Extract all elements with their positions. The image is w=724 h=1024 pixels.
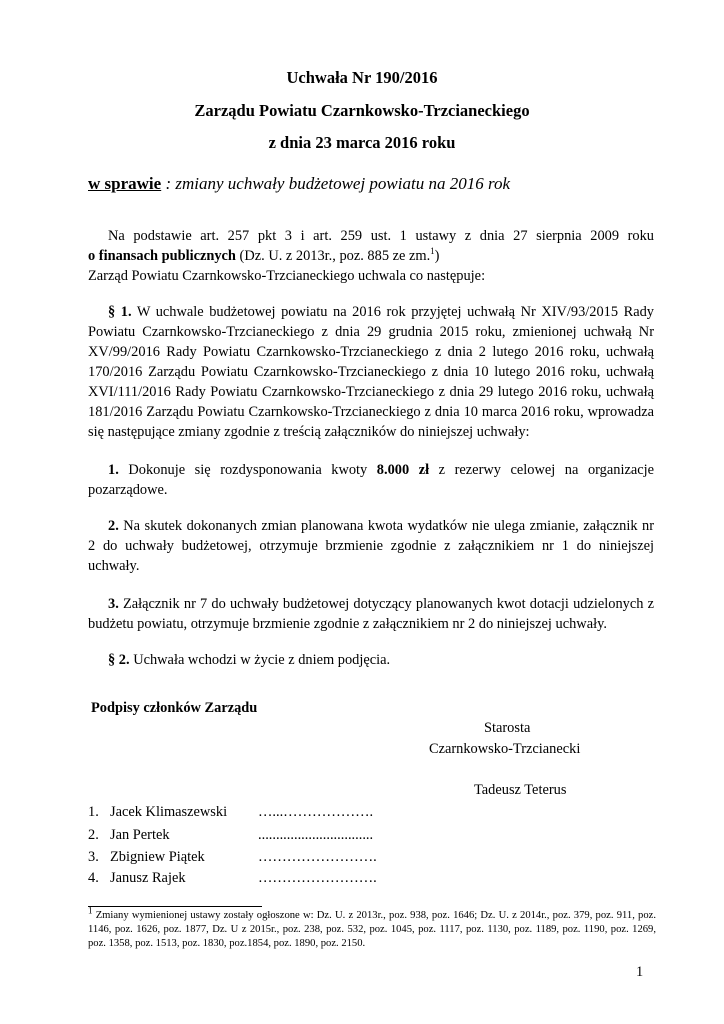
point-1 — [88, 460, 654, 500]
point-3-text: Załącznik nr 7 do uchwały budżetowej dotyczący planowanych kwot dotacji udzielonych z budżetu powiatu, otrzymuje brzmienie zgodnie z załącznikiem nr 2 do niniejszej uchwały. — [88, 596, 654, 632]
signatures-heading: Podpisy członków Zarządu — [91, 700, 258, 716]
footnote-number: 1 — [88, 905, 93, 916]
resolution-title: Uchwała Nr 190/2016 — [286, 68, 438, 87]
subject-line — [88, 174, 510, 194]
footnote-text: Zmiany wymienionej ustawy zostały ogłoszone w: Dz. U. z 2013r., poz. 938, poz. 1646; Dz. U. z 2014r., poz. 379, poz. 911, poz. 1146, poz. 1626, poz. 1877, Dz. U z 2015r., poz. 238, poz. 532, poz. 1045, poz. 1117, poz. 1130, poz. 1189, poz. 1190, poz. 1269, poz. 1358, poz. 1513, poz. 1830, poz.1854, poz. 1890, poz. 2150. — [88, 910, 656, 949]
signature-line: ……………………. — [258, 849, 377, 865]
footnote — [88, 905, 656, 951]
footnote-separator — [88, 906, 262, 907]
preamble-line-1: Na podstawie art. 257 pkt 3 i art. 259 ust. 1 ustawy z dnia 27 sierpnia 2009 roku — [108, 228, 654, 244]
signature-line: ……………………. — [258, 870, 377, 886]
act-citation: (Dz. U. z 2013r., poz. 885 ze zm. — [235, 248, 431, 264]
member-name: Jacek Klimaszewski — [110, 804, 228, 820]
member-name: Janusz Rajek — [110, 870, 186, 886]
point-2-number: 2. — [108, 518, 119, 534]
point-1-text-a: Dokonuje się rozdysponowania kwoty — [118, 462, 377, 478]
point-1-amount: 8.000 zł — [376, 462, 430, 478]
point-1-text-b: z rezerwy celowej na organizacje pozarządowe. — [88, 462, 654, 498]
member-row — [0, 847, 724, 867]
point-2-text: Na skutek dokonanych zmian planowana kwota wydatków nie ulega zmianie, załącznik nr 2 do uchwały budżetowej, otrzymuje brzmienie zgodnie z załącznikiem nr 1 do niniejszej uchwały. — [88, 518, 654, 574]
footnote-ref: 1 — [430, 246, 435, 257]
member-row — [0, 868, 724, 888]
subject-text: zmiany uchwały budżetowej powiatu na 2016 rok — [175, 174, 510, 193]
starosta-region: Czarnkowsko-Trzcianecki — [429, 741, 581, 757]
preamble-line-2 — [88, 246, 654, 266]
section-1-marker: § 1. — [108, 304, 132, 320]
section-1-text: W uchwale budżetowej powiatu na 2016 rok przyjętej uchwałą Nr XIV/93/2015 Rady Powiatu Czarnkowsko-Trzcianeckiego z dnia 29 grudnia 2015 roku, zmienionej uchwałą Nr XV/99/2016 Rady Powiatu Czarnkowsko-Trzcianeckiego z dnia 2 lutego 2016 roku, uchwałą 170/2016 Zarządu Powiatu Czarnkowsko-Trzcianeckiego z dnia 10 lutego 2016 roku, uchwałą XVI/111/2016 Rady Powiatu Czarnkowsko-Trzcianeckiego z dnia 29 lutego 2016 roku, uchwałą 181/2016 Zarządu Powiatu Czarnkowsko-Trzcianeckiego z dnia 10 marca 2016 roku, wprowadza się następujące zmiany zgodnie z treścią załączników do niniejszej uchwały: — [88, 304, 654, 440]
section-2 — [88, 650, 654, 670]
page-number: 1 — [636, 964, 644, 980]
point-1-number: 1. — [108, 462, 119, 478]
member-row — [0, 802, 724, 822]
member-name: Zbigniew Piątek — [110, 849, 205, 865]
section-2-marker: § 2. — [108, 652, 130, 668]
member-number: 2. — [88, 827, 99, 843]
resolution-date: z dnia 23 marca 2016 roku — [268, 133, 456, 152]
issuing-body: Zarządu Powiatu Czarnkowsko-Trzcianeckiego — [194, 101, 530, 120]
starosta-title: Starosta — [484, 720, 531, 736]
member-name: Jan Pertek — [110, 827, 170, 843]
subject-separator: : — [161, 174, 176, 193]
member-number: 4. — [88, 870, 99, 886]
preamble — [88, 226, 654, 286]
subject-label: w sprawie — [88, 174, 162, 193]
member-row — [0, 825, 724, 845]
point-3 — [88, 594, 654, 634]
act-name: o finansach publicznych — [88, 248, 236, 264]
member-number: 3. — [88, 849, 99, 865]
act-citation-close: ) — [434, 248, 440, 264]
starosta-name: Tadeusz Teterus — [474, 782, 567, 798]
section-1 — [88, 302, 654, 442]
signature-line: …...………………. — [258, 804, 374, 820]
signature-line: ................................ — [258, 827, 374, 843]
point-2 — [88, 516, 654, 576]
section-2-text: Uchwała wchodzi w życie z dniem podjęcia. — [129, 652, 391, 668]
preamble-line-3: Zarząd Powiatu Czarnkowsko-Trzcianeckiego uchwala co następuje: — [88, 268, 486, 284]
point-3-number: 3. — [108, 596, 119, 612]
member-number: 1. — [88, 804, 99, 820]
